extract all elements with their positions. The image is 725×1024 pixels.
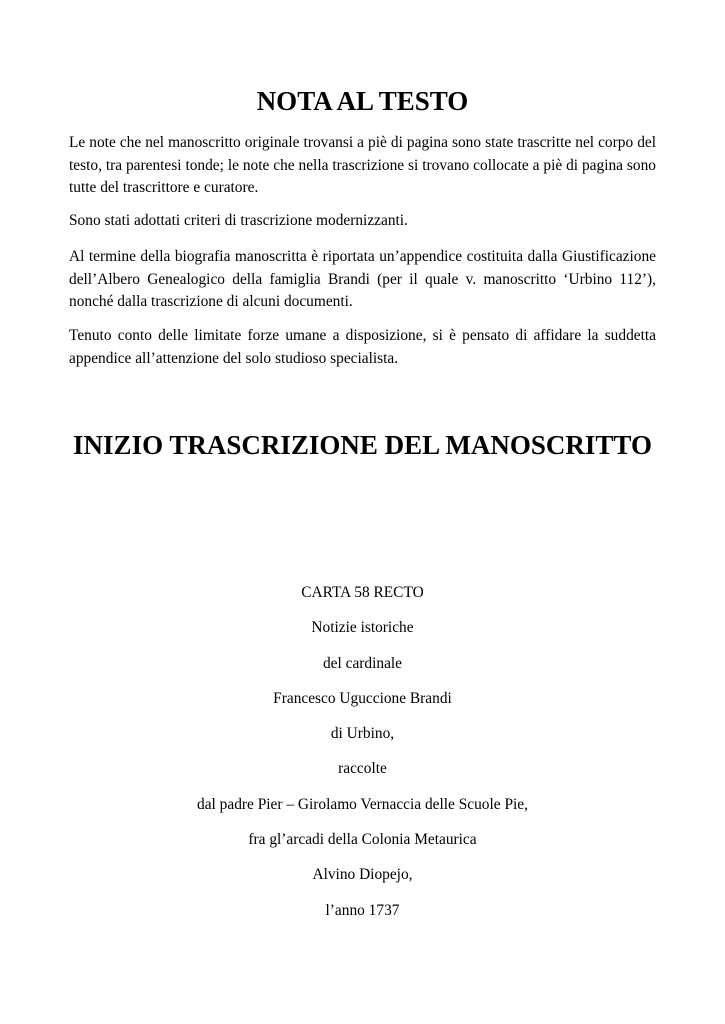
carta-line: fra gl’arcadi della Colonia Metaurica [248, 831, 477, 849]
carta-line: Francesco Uguccione Brandi [273, 689, 452, 707]
carta-line: CARTA 58 RECTO [301, 584, 424, 601]
carta-line: Alvino Diopejo, [312, 866, 413, 884]
carta-line: Notizie istoriche [311, 619, 414, 637]
inizio-title: INIZIO TRASCRIZIONE DEL MANOSCRITTO [73, 430, 652, 460]
nota-paragraph-3: Al termine della biografia manoscritta è riportata un’appendice costituita dalla Giustificazione dell’Albero Genealogico della famiglia Brandi (per il quale v. manoscritto ‘Urbino 112’), nonché dalla trascrizione di alcuni documenti. [69, 248, 656, 311]
carta-heading-block [0, 582, 725, 935]
nota-paragraph-2: Sono stati adottati criteri di trascrizione modernizzanti. [69, 212, 408, 229]
nota-title: NOTA AL TESTO [256, 86, 469, 116]
nota-paragraph-4: Tenuto conto delle limitate forze umane a disposizione, si è pensato di affidare la suddetta appendice all’attenzione del solo studioso specialista. [69, 327, 656, 367]
carta-line: dal padre Pier – Girolamo Vernaccia delle Scuole Pie, [197, 795, 528, 813]
carta-line: l’anno 1737 [325, 901, 400, 919]
carta-line: del cardinale [322, 654, 403, 672]
carta-line: raccolte [338, 760, 387, 778]
carta-line: di Urbino, [330, 725, 395, 743]
nota-paragraph-1: Le note che nel manoscritto originale trovansi a piè di pagina sono state trascritte nel corpo del testo, tra parentesi tonde; le note che nella trascrizione si trovano collocate a piè di pagina sono tutte del trascrittore e curatore. [69, 134, 656, 197]
